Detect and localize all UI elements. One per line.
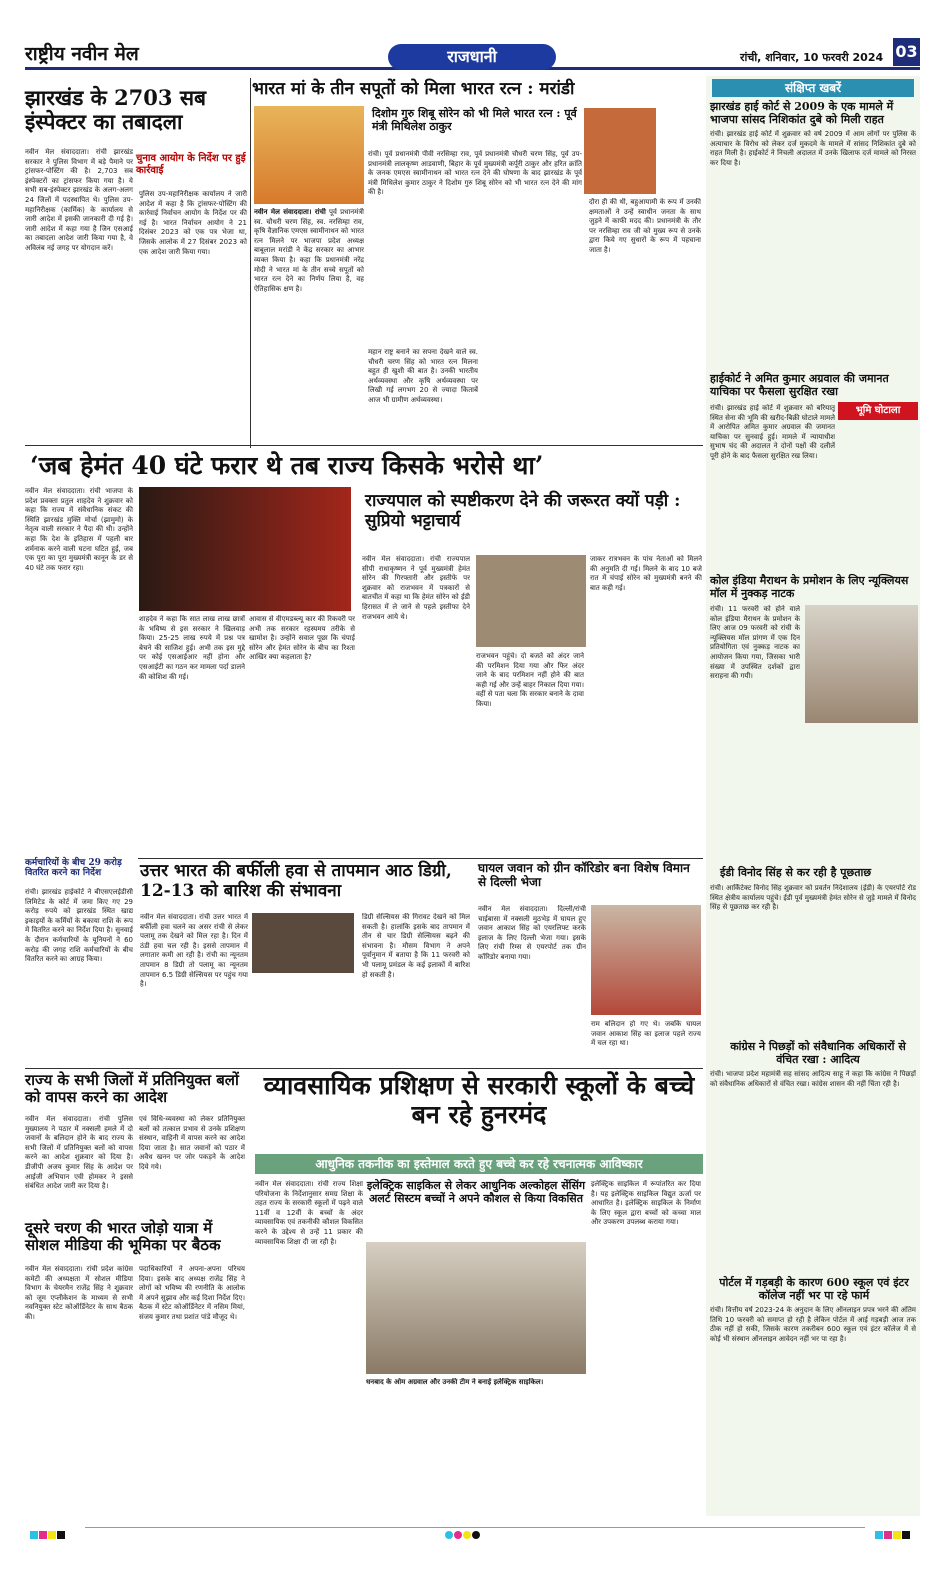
a4-photo-shahdeo — [139, 487, 351, 611]
brief3-body: रांची। 11 फरवरी को होने वाले कोल इंडिया मैराथन के प्रमोशन के लिए आज 09 फरवरी को रांची के न्यूक्लियस मॉल प्रांगण में एक दिन प्रतियोगिता एवं नुक्कड़ नाटक का आयोजन किया गया, जिसका भारी संख्या में उपस्थित दर्शकों द्वारा सराहना की गयी। — [710, 605, 800, 681]
a2-byline — [254, 208, 364, 448]
brief4-body: रांची। आर्किटेक्ट विनोद सिंह शुक्रवार को प्रवर्तन निदेशालय (ईडी) के एयरपोर्ट रोड स्थित क्षेत्रीय कार्यालय पहुंचे। ईडी पूर्व मुख्यमंत्री हेमंत सोरेन से जुड़े मामले में विनोद सिंह से पूछताछ कर रही है। — [710, 884, 916, 912]
a5-photo-supriyo — [476, 555, 586, 647]
a5-body: नवीन मेल संवाददाता। रांची राज्यपाल सीपी राधाकृष्णन ने पूर्व मुख्यमंत्री हेमंत सोरेन की गिरफ्तारी और इस्तीफे पर शुक्रवार को राजभवन में पत्रकारों से बातचीत में कहा था कि हेमंत सोरेन को ईडी हिरासत में ले जाने से पहले इस्तीफा देने राजभवन आये थे। — [362, 555, 470, 621]
issue-date: रांची, शनिवार, 10 फरवरी 2024 — [740, 51, 884, 64]
a1-headline: झारखंड के 2703 सब इंस्पेक्टर का तबादला — [25, 85, 207, 135]
briefs-header: संक्षिप्त खबरें — [712, 79, 914, 97]
a1-col2: पुलिस उप-महानिरीक्षक कार्यालय ने जारी आदेश में कहा है कि ट्रांसफर-पोस्टिंग की कार्रवाई निर्वाचन आयोग के निर्देश पर की गई है। भारत निर्वाचन आयोग ने 21 दिसंबर 2023 को एक पत्र भेजा था, जिसके आलोक में 27 दिसंबर 2023 को एक आदेश जारी किया गया। — [139, 190, 247, 256]
a4-col3: आवास से वीएमडब्ल्यू कार की रिकवरी पर अभी तक सरकार रहस्यमय तरीके से खामोश है। उन्होंने सवाल पूछा कि चंपाई सोरेन और हेमंत सोरेन के बीच का रिश्ता आखिर क्या कहलाता है? — [249, 615, 355, 662]
section-divider — [25, 1068, 703, 1069]
a1-body: नवीन मेल संवाददाता। रांची झारखंड सरकार ने पुलिस विभाग में बड़े पैमाने पर ट्रांसफर-पोस्टिंग की है। 2,703 सब इंस्पेक्टरों का ट्रांसफर किया गया है। ये सभी सब-इंस्पेक्टर झारखंड के अलग-अलग 24 जिलों में पदस्थापित थे। पुलिस उप-महानिरीक्षक (कार्मिक) के कार्यालय से जारी आदेश में इसकी जानकारी दी गई है। जारी आदेश में कहा गया है जिन एसआई का तबादला आदेश जारी किया गया है, वे अविलंब नई जगह पर योगदान करें। — [25, 148, 133, 252]
a2-body: पूर्व प्रधानमंत्री स्व. चौधरी चरण सिंह, स्व. नरसिम्हा राव, कृषि वैज्ञानिक एमएस स्वामीनाथन को भारत रत्न मिलने पर भाजपा प्रदेश अध्यक्ष बाबूलाल मरांडी ने केंद्र सरकार का आभार व्यक्त किया है। कहा कि प्रधानमंत्री नरेंद्र मोदी ने भारत मां के तीन सच्चे सपूतों को भारत रत्न देने का निर्णय लिया है, वह ऐतिहासिक क्षण है। — [254, 208, 364, 293]
a7-col2: राम बलिदान हो गए थे। जबकि घायल जवान आकाश सिंह का इलाज पहले राज्य में चल रहा था। — [591, 1020, 701, 1048]
a10-body: नवीन मेल संवाददाता। रांची प्रदेश कांग्रेस कमेटी की अध्यक्षता में सोशल मीडिया विभाग के चेयरमैन राजेंद्र सिंह ने शुक्रवार को जूम एप्लीकेशन के माध्यम से सभी नवनियुक्त स्टेट कोऑर्डिनेटर के साथ बैठक की। — [25, 1265, 133, 1321]
a1-subheadline: चुनाव आयोग के निर्देश पर हुई कार्रवाई — [136, 153, 246, 176]
brief2-headline: हाईकोर्ट ने अमित कुमार अग्रवाल की जमानत याचिका पर फैसला सुरक्षित रखा — [710, 372, 889, 398]
brief6-body: रांची। वित्तीय वर्ष 2023-24 के अनुदान के लिए ऑनलाइन प्रपत्र भरने की अंतिम तिथि 10 फरवरी को समाप्त हो रही है लेकिन पोर्टल में आई गड़बड़ी आज तक ठीक नहीं हो सकी, जिसके कारण तकरीबन 600 स्कूल एवं इंटर कॉलेज में से कोई भी संस्थान ऑनलाइन आवेदन नहीं भर पा रहा है। — [710, 1306, 916, 1343]
brief5-headline: कांग्रेस ने पिछड़ों को संवैधानिक अधिकारों से वंचित रखा : आदित्य — [730, 1040, 906, 1066]
a3-photo-thakur — [584, 108, 656, 194]
brief3-headline: कोल इंडिया मैराथन के प्रमोशन के लिए न्यूक्लियस मॉल में नुक्कड़ नाटक — [710, 574, 909, 600]
color-swatches-left — [30, 1524, 66, 1543]
a4-headline: ‘जब हेमंत 40 घंटे फरार थे तब राज्य किसके भरोसे था’ — [30, 451, 544, 480]
a5-col2: राजभवन पहुंचे। दो बजते को अंदर जाने की परमिशन दिया गया और फिर अंदर जाने के बाद परमिशन नहीं होने की बात कही गई और उन्हें बाहर निकाल दिया गया। वहीं से पता चला कि सरकार बनाने के दावा किया। — [476, 652, 584, 708]
brief1-body: रांची। झारखंड हाई कोर्ट में शुक्रवार को वर्ष 2009 में आम लोगों पर पुलिस के अत्याचार के विरोध को लेकर दर्ज मुकदमे के मामले में सांसद निशिकांत दुबे को राहत मिली है। हाईकोर्ट ने निचली अदालत में उनके खिलाफ दर्ज मामले को निरस्त कर दिया है। — [710, 130, 916, 167]
a9-headline: राज्य के सभी जिलों में प्रतिनियुक्त बलों को वापस करने का आदेश — [25, 1071, 239, 1107]
section-divider — [138, 858, 703, 859]
newspaper-title: राष्ट्रीय नवीन मेल — [25, 43, 139, 65]
a11-caption: धनबाद के ओम अग्रवाल और उनकी टीम ने बनाई इलेक्ट्रिक साइकिल। — [366, 1378, 544, 1386]
a9-body: नवीन मेल संवाददाता। रांची पुलिस मुख्यालय ने पठार में नक्सली हमले में दो जवानों के बलिदान होने के बाद राज्य के सभी जिलों में प्रतिनियुक्त बलों को वापस करने का आदेश शुक्रवार को दिया है। डीजीपी अजय कुमार सिंह के आदेश पर आईजी अभियान एवी होमकर ने इससे संबंधित आदेश जारी कर दिया है। — [25, 1115, 133, 1191]
a11-photo-students — [366, 1242, 586, 1374]
section-divider — [25, 445, 703, 446]
page-number: 03 — [893, 38, 920, 66]
a2-col2: महान राष्ट्र बनाने का सपना देखने वाले स्व. चौधरी चरण सिंह को भारत रत्न मिलना बहुत ही खुशी की बात है। उनकी भारतीय अर्थव्यवस्था और कृषि अर्थव्यवस्था पर लिखी गई लगभग 20 से ज्यादा किताबें आज भी ग्रामीण अर्थव्यवस्था। — [368, 348, 478, 404]
a3-body: रांची। पूर्व प्रधानमंत्री पीवी नरसिम्हा राव, पूर्व प्रधानमंत्री चौधरी चरण सिंह, पूर्व उप-प्रधानमंत्री लालकृष्ण आडवाणी, बिहार के पूर्व मुख्यमंत्री कर्पूरी ठाकुर और हरित क्रांति के जनक एमएस स्वामीनाथन को भारत रत्न देने की घोषणा के बाद झारखंड के पूर्व मंत्री मिथिलेश कुमार ठाकुर ने दिशोम गुरु शिबू सोरेन को भी भारत रत्न देने की मांग की है। — [368, 150, 582, 197]
a5-headline: राज्यपाल को स्पष्टीकरण देने की जरूरत क्यों पड़ी : सुप्रियो भट्टाचार्य — [365, 491, 681, 531]
a2-headline: भारत मां के तीन सपूतों को मिला भारत रत्न : मरांडी — [252, 79, 575, 99]
section-label: राजधानी — [388, 44, 556, 70]
a9-col2: एवं विधि-व्यवस्था को लेकर प्रतिनियुक्त बलों को तत्काल प्रभाव से उनके प्रशिक्षण संस्थान, वाहिनी में वापस करने का आदेश दिया जाता है। सात जवानों को पठार में अवैध खनन पर जोर पकड़ने के आदेश दिये गये। — [139, 1115, 245, 1171]
a11-col3: इलेक्ट्रिक साइकिल में रूपांतरित कर दिया है। यह इलेक्ट्रिक साइकिल विद्युत ऊर्जा पर आधारित है। इलेक्ट्रिक साइकिल के निर्माण के लिए स्कूल द्वारा बच्चों को कच्चा माल और उपकरण उपलब्ध कराया गया। — [591, 1180, 701, 1227]
a11-banner: आधुनिक तकनीक का इस्तेमाल करते हुए बच्चे कर रहे रचनात्मक आविष्कार — [255, 1154, 703, 1174]
color-swatches-right — [875, 1524, 911, 1543]
a2-photo-marandi — [254, 106, 364, 204]
a11-subheadline: इलेक्ट्रिक साइकिल से लेकर आधुनिक अल्कोहल सेंसिंग अलर्ट सिस्टम बच्चों ने अपने कौशल से किया विकसित — [366, 1179, 586, 1205]
a4-col2: शाहदेव ने कहा कि सात लाख लाख छात्रों के भविष्य से इस सरकार ने खिलवाड़ किया। 25-25 लाख रुपये में प्रश्न पत्र बेचने की साजिश हुई। अभी तक इस मुद्दे पर कोई एसआईआर नहीं होना और एसआईटी का गठन कर मामला पर्दा डालने की कोशिश की गई। — [139, 615, 245, 681]
brief4-headline: ईडी विनोद सिंह से कर रही है पूछताछ — [720, 866, 872, 879]
a2-byline-text: नवीन मेल संवाददाता। रांची — [254, 208, 326, 216]
a10-col2: पदाधिकारियों ने अपना-अपना परिचय दिया। इसके बाद अध्यक्ष राजेंद्र सिंह ने लोगों को भविष्य की रणनीति के आलोक में अपने सुझाव और कई दिशा निर्देश दिए। बैठक में स्टेट कोऑर्डिनेटर में नसिम मियां, संजय कुमार तथा प्रशांत पांडे मौजूद थे। — [139, 1265, 245, 1321]
a6-photo-cold — [252, 913, 354, 973]
brief2-tag: भूमि घोटाला — [838, 402, 918, 420]
brief1-headline: झारखंड हाई कोर्ट से 2009 के एक मामले में भाजपा सांसद निशिकांत दुबे को मिली राहत — [710, 100, 894, 126]
print-register-bar — [25, 1521, 920, 1535]
brief6-headline: पोर्टल में गड़बड़ी के कारण 600 स्कूल एवं इंटर कॉलेज नहीं भर पा रहे फार्म — [719, 1276, 909, 1302]
a11-body: नवीन मेल संवाददाता। रांची राज्य शिक्षा परियोजना के निर्देशानुसार समग्र शिक्षा के तहत राज्य के सरकारी स्कूलों में पढ़ने वाले 11वीं व 12वीं के बच्चों के अंदर व्यावसायिक एवं तकनीकी कौशल विकसित करने के उद्देश्य से उन्हें 11 प्रकार की व्यावसायिक शिक्षा दी जा रही है। — [255, 1180, 363, 1246]
brief2-body: रांची। झारखंड हाई कोर्ट में शुक्रवार को बरियातू स्थित सेना की भूमि की खरीद-बिक्री घोटाले मामले में आरोपित अमित कुमार अग्रवाल की जमानत याचिका पर सुनवाई हुई। मामले में न्यायाधीश सुभाष चंद की अदालत ने दोनों पक्षों की दलीलें पूरी होने के बाद फैसला सुरक्षित रख लिया। — [710, 404, 835, 460]
a7-headline: घायल जवान को ग्रीन कॉरिडोर बना विशेष विमान से दिल्ली भेजा — [478, 861, 690, 889]
a11-headline: व्यावसायिक प्रशिक्षण से सरकारी स्कूलों के बच्चे बन रहे हुनरमंद — [263, 1071, 695, 1129]
a7-photo-airlift — [591, 905, 701, 1015]
a7-body: नवीन मेल संवाददाता। दिल्ली/रांची चाईबासा में नक्सली मुठभेड़ में घायल हुए जवान आकाश सिंह को एयरलिफ्ट करके इलाज के लिए दिल्ली भेजा गया। इसके लिए रांची रिम्स से एयरपोर्ट तक ग्रीन कॉरिडोर बनाया गया। — [478, 905, 586, 961]
a10-headline: दूसरे चरण की भारत जोड़ो यात्रा में सोशल मीडिया की भूमिका पर बैठक — [25, 1219, 221, 1255]
brief3-photo-nukkad — [805, 605, 918, 723]
color-swatches-center — [445, 1524, 481, 1543]
brief5-body: रांची। भाजपा प्रदेश महामंत्री सह सांसद आदित्य साहू ने कहा कि कांग्रेस ने पिछड़ों को संवैधानिक अधिकारों से वंचित रखा। कांग्रेस शासन की नहीं चिंता रही है। — [710, 1070, 916, 1088]
a6-body: नवीन मेल संवाददाता। रांची उत्तर भारत में बर्फीली हवा चलने का असर रांची से लेकर पलामू तक देखने को मिल रहा है। दिन में ठंडी हवा चल रही है। इससे तापमान में लगातार कमी आ रही है। रांची का न्यूनतम तापमान 8 डिग्री तो पलामू का न्यूनतम तापमान 6.5 डिग्री सेल्सियस पर पहुंच गया है। — [140, 913, 248, 989]
a3-col3: दौरा ही की थी, बहुआयामी के रूप में उनकी क्षमताओं ने उन्हें स्वाधीन जनता के साथ जुड़ने में काफी मदद की। प्रधानमंत्री के तौर पर नरसिम्हा राव जी को मुख्य रूप से उनके द्वारा किये गए सुधारों के रूप में पहचाना जाता है। — [589, 198, 701, 254]
column-divider — [250, 78, 251, 448]
a5-col3: जाकर रात्रभवन के पांच नेताओं को मिलने की अनुमति दी गई। मिलने के बाद 10 बजे रात में चंपाई सोरेन को मुख्यमंत्री बनने की बात कही गई। — [590, 555, 702, 592]
a3-headline: दिशोम गुरु शिबू सोरेन को भी मिले भारत रत्न : पूर्व मंत्री मिथिलेश ठाकुर — [372, 107, 577, 133]
a8-headline: कर्मचारियों के बीच 29 करोड़ वितरित करने का निर्देश — [25, 858, 122, 879]
a6-headline: उत्तर भारत की बर्फीली हवा से तापमान आठ डिग्री, 12-13 को बारिश की संभावना — [140, 861, 452, 901]
a6-col2: डिग्री सेल्सियस की गिरावट देखने को मिल सकती है। हालांकि इसके बाद तापमान में तीन से चार डिग्री सेल्सियस बढ़ने की संभावना है। मौसम विभाग ने अपने पूर्वानुमान में बताया है कि 11 फरवरी को भी पलामू प्रमंडल के कई इलाकों में बारिश हो सकती है। — [362, 913, 470, 979]
a8-body: रांची। झारखंड हाईकोर्ट ने बीएसएलईडीसी लिमिटेड के कोर्ट में जमा किए गए 29 करोड़ रुपये को झारखंड स्थित खाद्य इकाइयों के कर्मियों के बकाया राशि के रूप में वितरित करने का निर्देश दिया है। सुनवाई के दौरान कर्मचारियों के यूनियनों ने 60 करोड़ की जगह राशि कर्मचारियों के बीच वितरित करने का आग्रह किया। — [25, 888, 133, 964]
a4-body: नवीन मेल संवाददाता। रांची भाजपा के प्रदेश प्रवक्ता प्रतुल शाहदेव ने शुक्रवार को कहा कि राज्य में संवैधानिक संकट की स्थिति झारखंड मुक्ति मोर्चा (झामुमो) के नेतृत्व वाली सरकार ने पैदा की थी। उन्होंने कहा कि देश के इतिहास में पहली बार शर्मनाक करने वाली घटना घटित हुई, जब एक पूरा का पूरा मुख्यमंत्री कानून के डर से 40 घंटे तक फरार रहा। — [25, 487, 133, 572]
